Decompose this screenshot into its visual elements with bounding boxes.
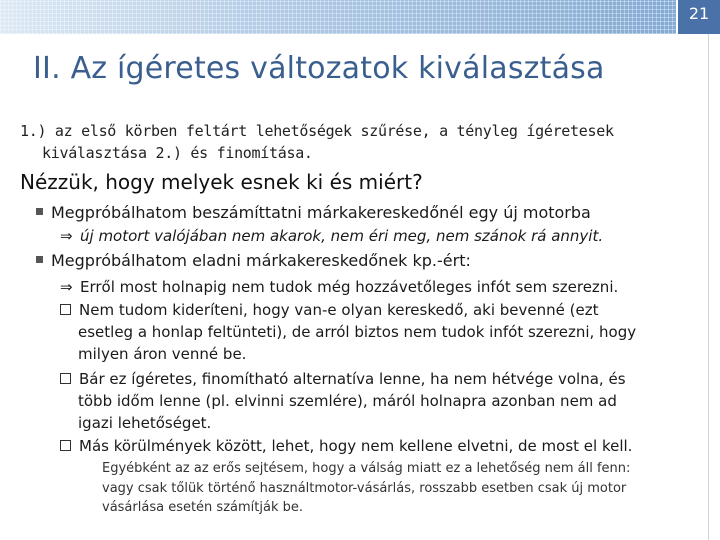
header-band <box>0 0 720 34</box>
intro-text <box>20 120 700 164</box>
empty-checkbox-icon <box>60 373 71 384</box>
intro-line-2: kiválasztása 2.) és finomítása. <box>42 144 313 162</box>
double-arrow-right-icon: ⇒ <box>60 227 73 245</box>
page-number-box <box>676 0 720 34</box>
bullet-2-sub-2 <box>60 301 598 319</box>
bullet-2-sub-3 <box>60 370 626 388</box>
bullet-2-sub-4 <box>60 437 632 455</box>
empty-checkbox-icon <box>60 440 71 451</box>
bullet-2 <box>36 251 471 270</box>
bullet-1-sub <box>60 227 603 245</box>
bullet-2-sub-2-line-1: Nem tudom kideríteni, hogy van-e olyan kereskedő, aki bevenné (ezt <box>79 301 599 319</box>
square-bullet-icon <box>36 256 43 263</box>
bullet-2-sub-2-line-3: milyen áron venné be. <box>78 345 247 363</box>
bullet-2-sub-2-line-2: esetleg a honlap feltünteti), de arról biztos nem tudok infót szerezni, hogy <box>78 323 637 341</box>
note-line-2: vagy csak tőlük történő használtmotor-vásárlás, rosszabb esetben csak új motor <box>102 481 627 496</box>
right-divider <box>708 34 709 540</box>
bullet-1 <box>36 203 591 222</box>
section-heading: Nézzük, hogy melyek esnek ki és miért? <box>20 170 423 194</box>
double-arrow-right-icon: ⇒ <box>60 278 73 296</box>
intro-line-1: 1.) az első körben feltárt lehetőségek szűrése, a tényleg ígéretesek <box>20 122 614 140</box>
bullet-2-sub-4-text: Más körülmények között, lehet, hogy nem kellene elvetni, de most el kell. <box>79 437 633 455</box>
bullet-2-sub-3-line-3: igazi lehetőséget. <box>78 414 212 432</box>
bullet-1-sub-text: új motort valójában nem akarok, nem éri meg, nem szánok rá annyit. <box>80 227 604 245</box>
empty-checkbox-icon <box>60 304 71 315</box>
square-bullet-icon <box>36 208 43 215</box>
note-line-1: Egyébként az az erős sejtésem, hogy a válság miatt ez a lehetőség nem áll fenn: <box>102 461 631 476</box>
bullet-2-sub-1 <box>60 278 618 296</box>
note-line-3: vásárlása esetén számítják be. <box>102 500 303 515</box>
bullet-2-sub-1-text: Erről most holnapig nem tudok még hozzávetőleges infót sem szerezni. <box>80 278 619 296</box>
bullet-2-sub-3-line-1: Bár ez ígéretes, finomítható alternatíva lenne, ha nem hétvége volna, és <box>79 370 626 388</box>
bullet-1-text: Megpróbálhatom beszámíttatni márkakereskedőnél egy új motorba <box>51 203 591 222</box>
slide-title: II. Az ígéretes változatok kiválasztása <box>33 51 605 86</box>
bullet-2-text: Megpróbálhatom eladni márkakereskedőnek kp.-ért: <box>51 251 471 270</box>
page-number: 21 <box>688 4 710 23</box>
bullet-2-sub-3-line-2: több időm lenne (pl. elvinni szemlére), máról holnapra azonban nem ad <box>78 392 617 410</box>
